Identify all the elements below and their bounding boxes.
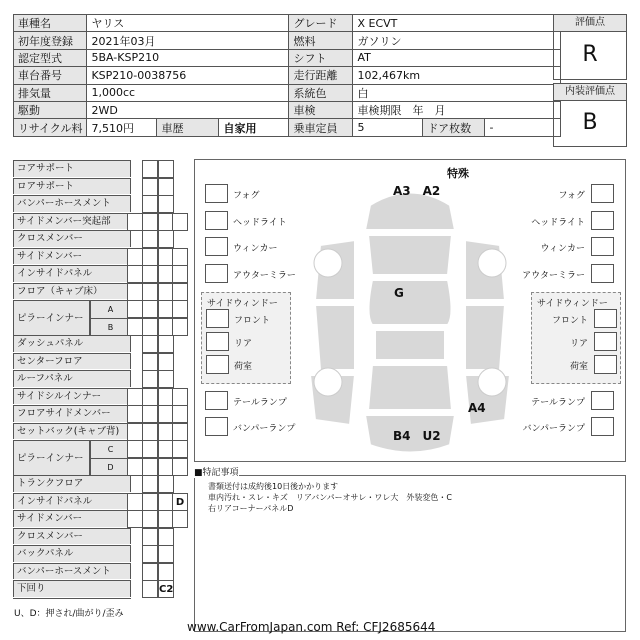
side-window-left-item: 荷室 <box>234 362 253 372</box>
spec-label: 車種名 <box>14 15 87 32</box>
checklist-cell <box>142 405 158 423</box>
checklist-label: 下回り <box>13 580 131 597</box>
wheel-front-right <box>478 249 506 277</box>
checklist-bottom-border <box>13 598 131 599</box>
checklist-label: バンパーホースメント <box>13 563 131 580</box>
spec-label: 車台番号 <box>14 67 87 84</box>
checklist-cell <box>142 475 158 493</box>
checklist-cell <box>127 388 143 406</box>
right-item-label: ヘッドライト <box>531 217 585 228</box>
checklist-cell <box>127 248 143 266</box>
interior-evaluation-value: B <box>582 110 598 135</box>
checklist-cell <box>127 493 143 511</box>
checklist-label: センターフロア <box>13 353 131 370</box>
checklist-cell <box>142 248 158 266</box>
pillar-sub-label: C <box>90 440 131 458</box>
checklist-label: サイドシルインナー <box>13 388 131 405</box>
spec-label: 燃料 <box>289 32 353 49</box>
side-window-right <box>531 292 621 384</box>
checklist-cell <box>172 423 188 441</box>
checklist-cell <box>127 318 143 336</box>
checklist-cell <box>158 178 174 196</box>
spec-value: 車検期限 年 月 <box>353 101 561 118</box>
evaluation-label: 評価点 <box>554 15 626 32</box>
checklist-cell <box>127 458 143 476</box>
checklist-cell <box>142 213 158 231</box>
spec-value: ヤリス <box>87 15 289 32</box>
left-check-box <box>205 211 228 230</box>
checklist-cell <box>158 563 174 581</box>
checklist-label: インサイドパネル <box>13 493 131 510</box>
checklist-label: バンパーホースメント <box>13 195 131 212</box>
spec-label: ドア枚数 <box>423 119 485 136</box>
checklist-cell <box>142 458 158 476</box>
wheel-front-left <box>314 249 342 277</box>
left-check-box <box>205 237 228 256</box>
spec-value: 5BA-KSP210 <box>87 49 289 66</box>
right-item-label: ウィンカー <box>540 244 585 254</box>
checklist-cell <box>127 283 143 301</box>
right-check-box <box>591 211 614 230</box>
evaluation-value: R <box>582 42 598 67</box>
spec-row <box>14 101 561 118</box>
notes-title: ■特記事項 <box>194 465 239 478</box>
watermark: www.CarFromJapan.com Ref: CFJ2685644 <box>187 620 436 634</box>
checklist-cell <box>127 300 143 318</box>
checklist-label: インサイドパネル <box>13 265 131 282</box>
checklist-cell <box>172 388 188 406</box>
checklist-cell <box>172 440 188 458</box>
spec-label: 系統色 <box>289 84 353 101</box>
spec-value: KSP210-0038756 <box>87 67 289 84</box>
legend-note: U、D：押され/曲がり/歪み <box>14 609 124 619</box>
car-outline <box>290 175 530 460</box>
left-item-label: フォグ <box>233 191 260 201</box>
side-window-left-check-box <box>206 332 229 351</box>
spec-label: シフト <box>289 49 353 66</box>
checklist-cell <box>172 213 188 231</box>
note-line: 車内汚れ・スレ・キズ リアバンパーオサレ・ワレ大 外装変色・C <box>208 493 452 502</box>
checklist-label: セットバック(キャブ背) <box>13 423 131 440</box>
note-line: 書類送付は成約後10日後かかります <box>208 482 339 491</box>
checklist-cell <box>172 510 188 528</box>
damage-mark-rear-right: A4 <box>468 401 486 415</box>
right-bottom-check-box <box>591 391 614 410</box>
checklist-cell <box>172 248 188 266</box>
side-window-right-item: フロント <box>551 316 588 326</box>
side-window-left-check-box <box>206 355 229 374</box>
checklist-label: クロスメンバー <box>13 230 131 247</box>
spec-label: グレード <box>289 15 353 32</box>
spec-value: - <box>485 119 561 136</box>
checklist-cell <box>158 160 174 178</box>
checklist-cell <box>158 335 174 353</box>
spec-value: ガソリン <box>353 32 561 49</box>
checklist-cell <box>142 440 158 458</box>
checklist-cell <box>142 335 158 353</box>
left-item-label: アウターミラー <box>233 270 296 281</box>
damage-mark-center: G <box>394 286 404 300</box>
spec-value: AT <box>353 49 561 66</box>
spec-value: 自家用 <box>219 119 289 136</box>
checklist-label: フロアサイドメンバー <box>13 405 131 422</box>
spec-label: 車歴 <box>157 119 219 136</box>
left-bottom-check-box <box>205 391 228 410</box>
checklist-cell <box>158 475 174 493</box>
checklist-cell <box>142 580 158 598</box>
checklist-cell <box>142 318 158 336</box>
checklist-cell <box>127 213 143 231</box>
left-bottom-check-box <box>205 417 228 436</box>
spec-row <box>14 49 561 66</box>
right-check-box <box>591 237 614 256</box>
pillar-inner-label: ピラーインナー <box>13 440 90 475</box>
evaluation-box <box>553 14 627 80</box>
spec-row <box>14 15 561 32</box>
side-window-right-check-box <box>594 332 617 351</box>
wheel-rear-right <box>478 368 506 396</box>
checklist-cell <box>142 178 158 196</box>
spec-label: 乗車定員 <box>289 119 353 136</box>
checklist-label: クロスメンバー <box>13 528 131 545</box>
checklist-cell <box>142 370 158 388</box>
checklist-label: トランクフロア <box>13 475 131 492</box>
checklist-cell <box>172 458 188 476</box>
notes-box <box>194 468 626 632</box>
notes-content <box>195 476 625 514</box>
wheel-rear-left <box>314 368 342 396</box>
spec-value: 2WD <box>87 101 289 118</box>
right-bottom-item-label: テールランプ <box>531 398 585 408</box>
checklist-cell <box>172 265 188 283</box>
checklist-cell <box>172 300 188 318</box>
checklist-label: サイドメンバー <box>13 248 131 265</box>
spec-label: リサイクル料 <box>14 119 87 136</box>
checklist-cell <box>127 510 143 528</box>
checklist-cell <box>158 353 174 371</box>
checklist-cell <box>142 353 158 371</box>
left-check-box <box>205 184 228 203</box>
spec-value: 1,000cc <box>87 84 289 101</box>
spec-value: 102,467km <box>353 67 561 84</box>
spec-row <box>14 67 561 84</box>
note-line: 右リアコーナーパネルD <box>208 504 294 513</box>
left-bottom-item-label: バンパーランプ <box>233 424 296 434</box>
checklist-cell <box>142 388 158 406</box>
checklist-label: フロア（キャブ床） <box>13 283 131 300</box>
left-check-box <box>205 264 228 283</box>
car-diagram <box>194 159 626 462</box>
checklist-label: コアサポート <box>13 160 131 177</box>
spec-label: 認定型式 <box>14 49 87 66</box>
checklist-cell <box>172 318 188 336</box>
right-item-label: アウターミラー <box>522 270 585 281</box>
spec-row <box>14 84 561 101</box>
checklist-cell <box>142 160 158 178</box>
diagram-title: 特殊 <box>447 167 469 180</box>
spec-table <box>13 14 561 137</box>
checklist-cell <box>158 545 174 563</box>
side-window-right-check-box <box>594 309 617 328</box>
checklist-cell <box>142 265 158 283</box>
checklist-cell <box>142 423 158 441</box>
checklist-label: ルーフパネル <box>13 370 131 387</box>
checklist-cell <box>127 423 143 441</box>
checklist-cell: C2 <box>158 580 174 598</box>
checklist-cell: D <box>172 493 188 511</box>
spec-value: 5 <box>353 119 423 136</box>
side-window-left-title: サイドウィンドー <box>207 299 278 309</box>
checklist-label: サイドメンバー <box>13 510 131 527</box>
checklist-cell <box>172 283 188 301</box>
pillar-inner-label: ピラーインナー <box>13 300 90 335</box>
checklist-label: ロアサポート <box>13 178 131 195</box>
interior-evaluation-label: 内装評価点 <box>554 84 626 101</box>
spec-label: 走行距離 <box>289 67 353 84</box>
checklist-cell <box>172 405 188 423</box>
spec-row <box>14 32 561 49</box>
spec-label: 初年度登録 <box>14 32 87 49</box>
checklist-cell <box>127 265 143 283</box>
checklist-cell <box>142 493 158 511</box>
side-window-left-item: リア <box>234 339 253 349</box>
right-check-box <box>591 264 614 283</box>
spec-label: 駆動 <box>14 101 87 118</box>
side-window-right-item: リア <box>569 339 588 349</box>
spec-value: X ECVT <box>353 15 561 32</box>
pillar-sub-label: B <box>90 318 131 336</box>
left-bottom-item-label: テールランプ <box>233 398 287 408</box>
checklist-cell <box>158 528 174 546</box>
checklist-cell <box>142 195 158 213</box>
right-check-box <box>591 184 614 203</box>
checklist-label: サイドメンバー突起部 <box>13 213 131 230</box>
checklist-cell <box>142 230 158 248</box>
checklist-label: バックパネル <box>13 545 131 562</box>
checklist-cell <box>158 370 174 388</box>
pillar-sub-label: A <box>90 300 131 318</box>
right-item-label: フォグ <box>558 191 585 201</box>
side-window-right-check-box <box>594 355 617 374</box>
checklist-cell <box>127 440 143 458</box>
side-window-left-check-box <box>206 309 229 328</box>
checklist-cell <box>158 195 174 213</box>
checklist-cell <box>127 405 143 423</box>
pillar-sub-label: D <box>90 458 131 476</box>
side-window-right-item: 荷室 <box>569 362 588 372</box>
spec-row <box>14 119 561 136</box>
checklist-cell <box>142 300 158 318</box>
left-item-label: ヘッドライト <box>233 217 287 228</box>
spec-label: 排気量 <box>14 84 87 101</box>
right-bottom-check-box <box>591 417 614 436</box>
spec-value: 白 <box>353 84 561 101</box>
spec-value: 7,510円 <box>87 119 157 136</box>
checklist-label: ダッシュパネル <box>13 335 131 352</box>
right-bottom-item-label: バンパーランプ <box>522 424 585 434</box>
side-window-left-item: フロント <box>234 316 271 326</box>
interior-evaluation-box <box>553 83 627 147</box>
checklist-cell <box>142 563 158 581</box>
spec-label: 車検 <box>289 101 353 118</box>
checklist-cell <box>142 528 158 546</box>
side-window-right-title: サイドウィンドー <box>537 299 608 309</box>
damage-mark-front: A3 A2 <box>393 184 441 198</box>
checklist-cell <box>142 545 158 563</box>
checklist-cell <box>142 283 158 301</box>
damage-mark-rear: B4 U2 <box>393 429 441 443</box>
spec-value: 2021年03月 <box>87 32 289 49</box>
side-window-left <box>201 292 291 384</box>
checklist-cell <box>158 230 174 248</box>
checklist-cell <box>142 510 158 528</box>
left-item-label: ウィンカー <box>233 244 278 254</box>
